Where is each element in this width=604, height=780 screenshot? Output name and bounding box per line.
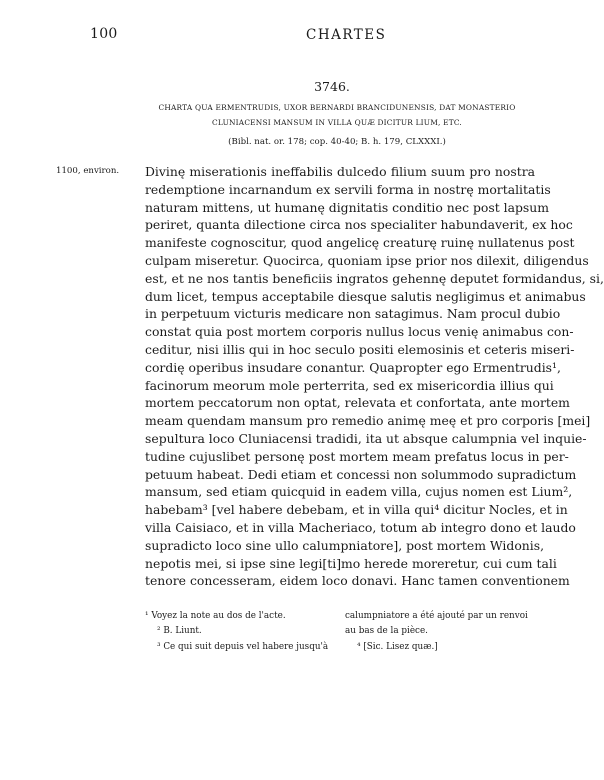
body-line: sepultura loco Cluniacensi tradidi, ita ut absque calumpnia vel inquie- (145, 430, 587, 446)
footnote: ² B. Liunt. (157, 626, 202, 637)
body-line: in perpetuum victuris medicare non satagimus. Nam procul dubio (145, 306, 561, 322)
body-line: villa Caisiaco, et in villa Macheriaco, totum ab integro dono et laudo (145, 519, 576, 535)
body-line: est, et ne nos tantis beneficiis ingratos gehennę deputet formidandus, si, (145, 270, 604, 286)
footnote: calumpniatore a été ajouté par un renvoi (345, 611, 528, 621)
charter-body (145, 163, 604, 590)
footnote: au bas de la pièce. (345, 626, 428, 637)
body-line: dum licet, tempus acceptabile diesque salutis negligimus et animabus (145, 288, 586, 304)
body-line: ceditur, nisi illis qui in hoc seculo positi elemosinis et ceteris miseri- (145, 341, 575, 357)
body-line: manifeste cognoscitur, quod angelicę creaturę ruinę nullatenus post (145, 235, 575, 251)
footnotes-right (345, 609, 545, 655)
footnote: ³ Ce qui suit depuis vel habere jusqu'à (157, 641, 329, 652)
body-line: mansum, sed etiam quicquid in eadem villa, cujus nomen est Lium², (145, 484, 573, 500)
body-line: nepotis mei, si ipse sine legi[ti]mo herede moreretur, cui cum tali (145, 555, 557, 571)
body-line: tudine cujuslibet personę post mortem meam prefatus locus in per- (145, 448, 569, 464)
body-line: Divinę miserationis ineffabilis dulcedo filium suum pro nostra (145, 164, 535, 179)
body-line: tenore concesseram, eidem loco donavi. Hanc tamen conventionem (145, 573, 570, 589)
body-line: constat quia post mortem corporis nullus locus venię animabus con- (145, 324, 574, 340)
body-line: habebam³ [vel habere debebam, et in villa qui⁴ dicitur Nocles, et in (145, 502, 568, 518)
body-line: meam quendam mansum pro remedio animę meę et pro corporis [mei] (145, 413, 591, 429)
date-margin-note: 1100, environ. (56, 166, 120, 176)
running-title: CHARTES (306, 27, 387, 43)
body-line: redemptione incarnandum ex servili forma in nostrę mortalitatis (145, 181, 551, 197)
body-line: supradicto loco sine ullo calumpniatore], post mortem Widonis, (145, 537, 545, 553)
source-reference: (Bibl. nat. or. 178; cop. 40-40; B. h. 179, CLXXXI.) (228, 137, 446, 147)
charter-number: 3746. (314, 79, 350, 94)
body-line: petuum habeat. Dedi etiam et concessi non solummodo supradictum (145, 466, 577, 482)
charter-subtitle (140, 100, 534, 130)
body-line: culpam miseretur. Quocirca, quoniam ipse prior nos dilexit, diligendus (145, 252, 589, 268)
body-line: mortem peccatorum non optat, relevata et confortata, ante mortem (145, 395, 570, 411)
body-line: facinorum meorum mole perterrita, sed ex misericordia illius qui (145, 377, 554, 393)
page-number: 100 (90, 26, 118, 42)
body-line: periret, quanta dilectione circa nos specialiter habundaverit, ex hoc (145, 217, 573, 233)
body-line: cordię operibus insudare conantur. Quapropter ego Ermentrudis¹, (145, 359, 561, 375)
subtitle-line: CLUNIACENSI MANSUM IN VILLA QUÆ DICITUR LIUM, ETC. (212, 118, 462, 127)
footnote: ¹ Voyez la note au dos de l'acte. (145, 611, 286, 621)
subtitle-line: CHARTA QUA ERMENTRUDIS, UXOR BERNARDI BRANCIDUNENSIS, DAT MONASTERIO (158, 103, 516, 112)
footnotes-left (145, 609, 335, 655)
footnote: ⁴ [Sic. Lisez quæ.] (357, 641, 438, 652)
body-line: naturam mittens, ut humanę dignitatis conditio nec post lapsum (145, 199, 550, 215)
